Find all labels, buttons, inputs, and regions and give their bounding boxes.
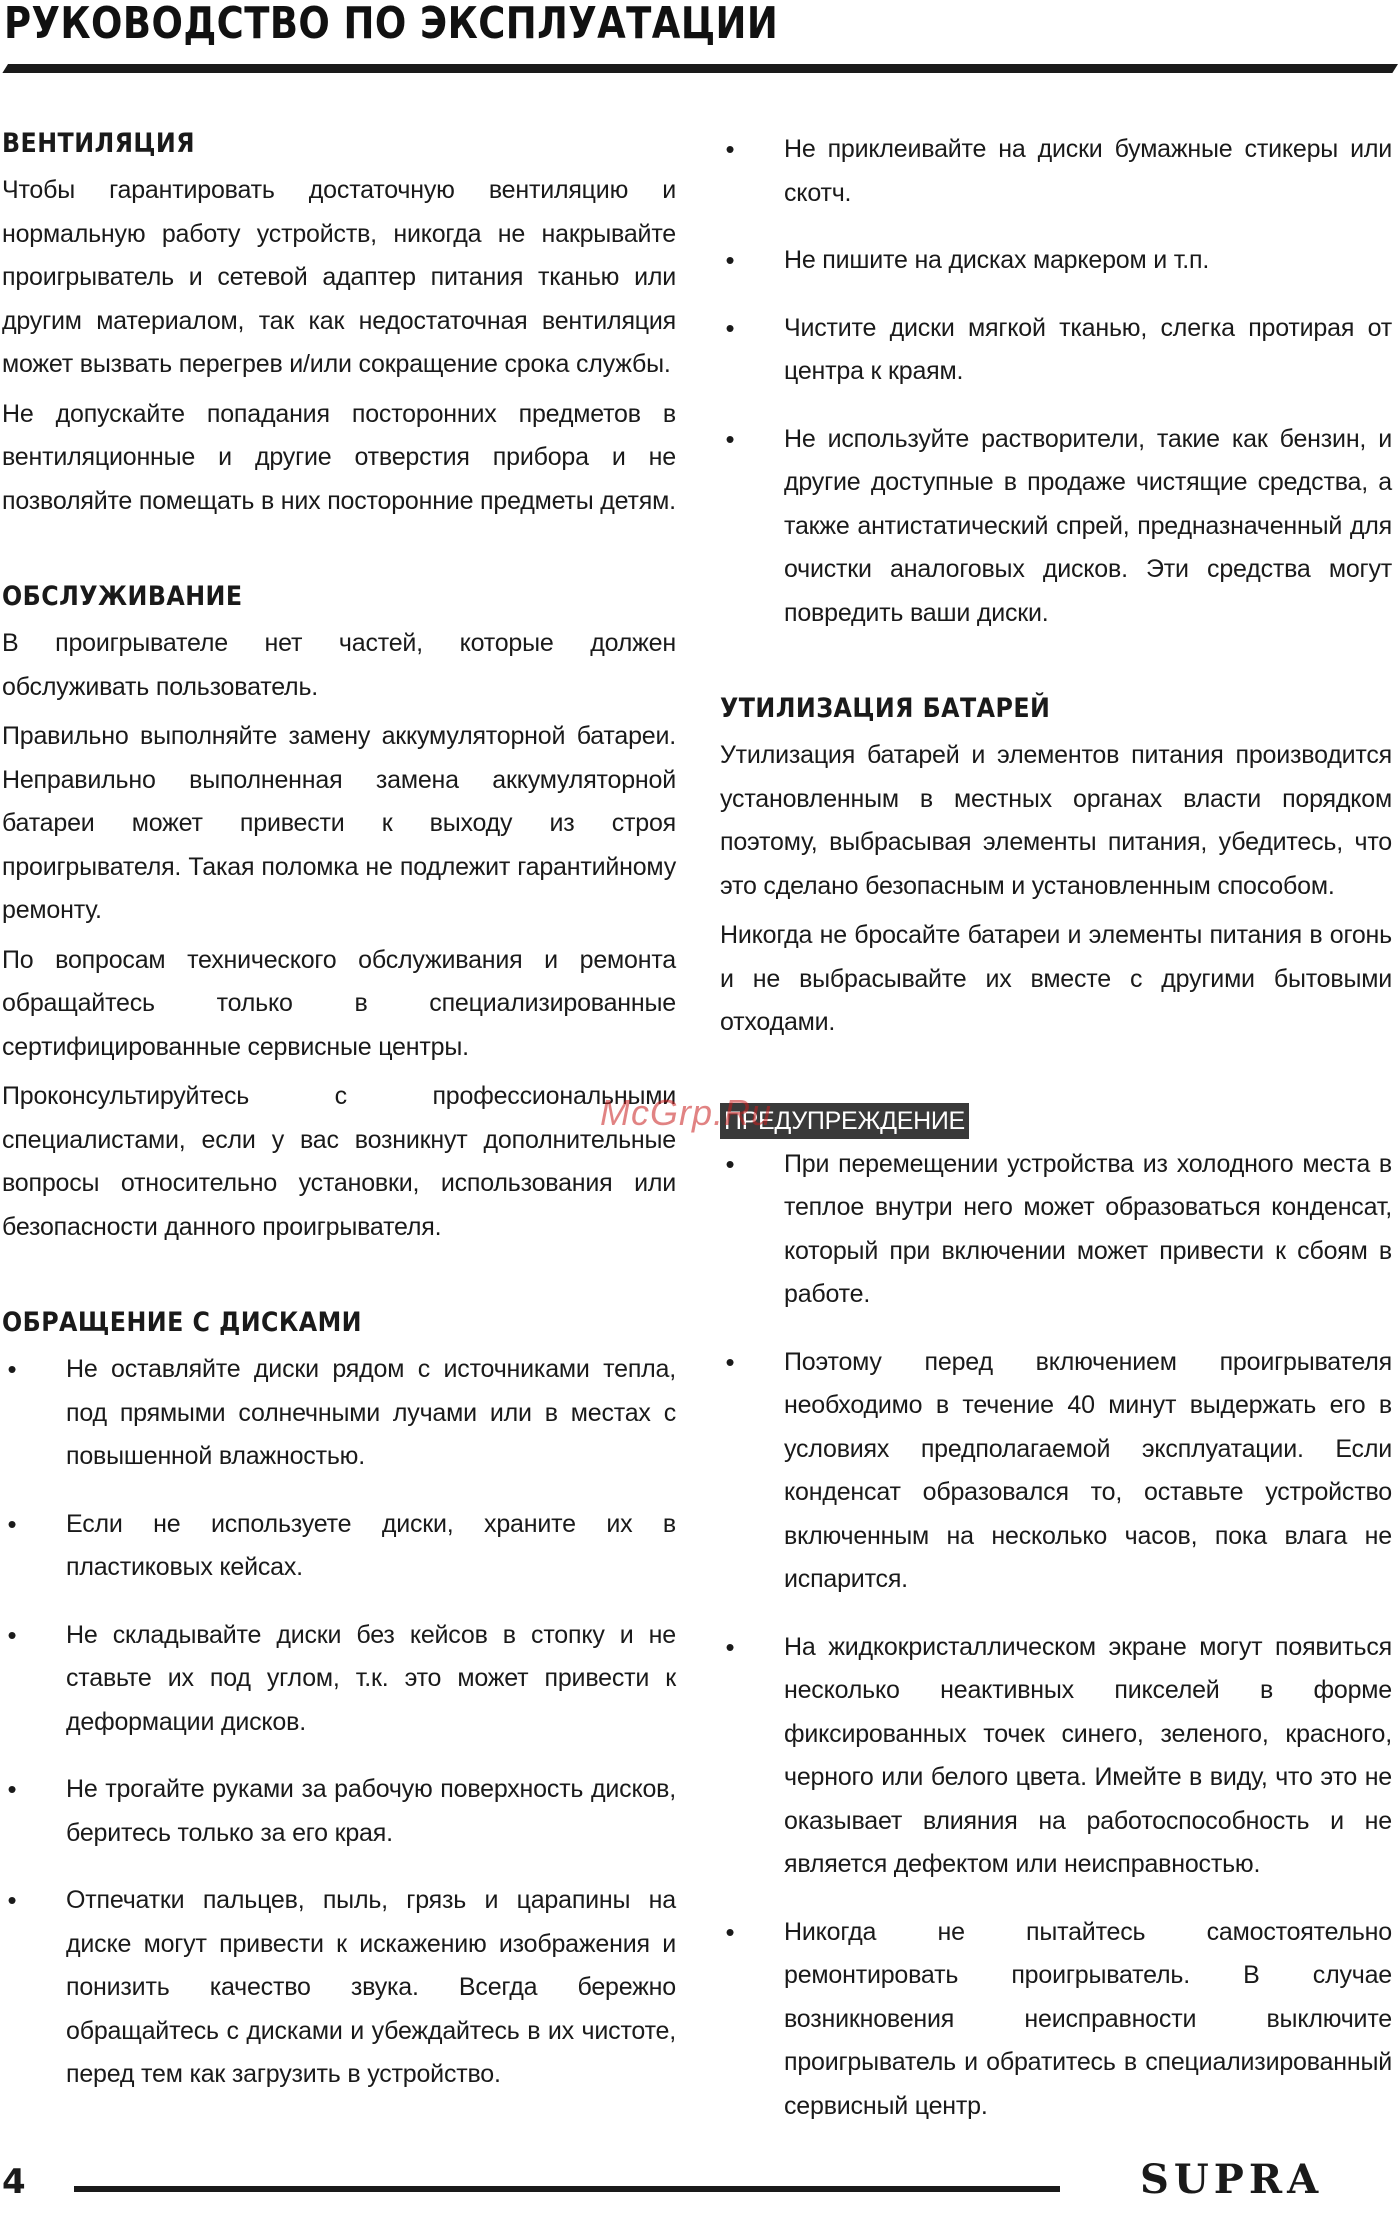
list-item-text: Чистите диски мягкой тканью, слегка протирая от центра к краям.: [784, 313, 1392, 385]
list-item: [2, 1614, 676, 1745]
bullet-icon: •: [725, 1631, 735, 1662]
list-item-text: Не оставляйте диски рядом с источниками тепла, под прямыми солнечными лучами или в местах с повышенной влажностью.: [66, 1355, 676, 1470]
battery-disposal-section: [720, 693, 1392, 1045]
discs-section: [2, 1307, 676, 2097]
list-item-text: Поэтому перед включением проигрывателя необходимо в течение 40 минут выдержать его в условиях предполагаемой эксплуатации. Если конденсат образовался то, оставьте устройство включенным на несколько часов, пока влага не испарится.: [784, 1347, 1392, 1593]
discs-continued-bullet-list: [720, 128, 1392, 635]
bullet-icon: •: [7, 1885, 17, 1915]
bullet-icon: •: [7, 1774, 17, 1804]
bullet-icon: •: [7, 1508, 17, 1539]
list-item-text: Не складывайте диски без кейсов в стопку и не ставьте их под углом, т.к. это может привести к деформации дисков.: [66, 1620, 676, 1736]
maintenance-section: [2, 581, 676, 1249]
list-item-text: Не пишите на дисках маркером и т.п.: [784, 246, 1210, 274]
list-item-text: Никогда не пытайтесь самостоятельно ремонтировать проигрыватель. В случае возникновения неисправности выключите проигрыватель и обратитесь в специализированный сервисный центр.: [784, 1917, 1392, 2120]
discs-heading: ОБРАЩЕНИЕ С ДИСКАМИ: [2, 1307, 363, 1338]
page-title: РУКОВОДСТВО ПО ЭКСПЛУАТАЦИИ: [4, 0, 779, 49]
battery-disposal-heading: УТИЛИЗАЦИЯ БАТАРЕЙ: [720, 693, 1051, 724]
footer-rule: [74, 2186, 1060, 2192]
list-item: [720, 307, 1392, 394]
bullet-icon: •: [725, 1148, 735, 1179]
ventilation-paragraph: Не допускайте попадания посторонних предметов в вентиляционные и другие отверстия прибора и не позволяйте помещать в них посторонние предметы детям.: [2, 399, 676, 515]
list-item: [720, 239, 1392, 283]
battery-disposal-paragraph: Никогда не бросайте батареи и элементы питания в огонь и не выбрасывайте их вместе с другими бытовыми отходами.: [720, 921, 1392, 1036]
list-item-text: При перемещении устройства из холодного места в теплое внутри него может образоваться конденсат, который при включении может привести к сбоям в работе.: [784, 1149, 1392, 1308]
list-item: [2, 1768, 676, 1855]
bullet-icon: •: [725, 1916, 735, 1947]
bullet-icon: •: [725, 134, 735, 164]
bullet-icon: •: [725, 312, 735, 343]
list-item: [2, 1348, 676, 1479]
list-item: [720, 1911, 1392, 2129]
watermark: McGrp.Ru: [600, 1092, 773, 1133]
list-item: [720, 1626, 1392, 1887]
list-item-text: Если не используете диски, храните их в пластиковых кейсах.: [66, 1509, 676, 1581]
bullet-icon: •: [725, 1346, 735, 1377]
maintenance-paragraph: В проигрывателе нет частей, которые должен обслуживать пользователь.: [2, 629, 676, 701]
bullet-icon: •: [7, 1619, 17, 1650]
discs-continued-section: [720, 128, 1392, 635]
page-number: 4: [2, 2162, 26, 2202]
bullet-icon: •: [725, 423, 735, 454]
list-item: [720, 1143, 1392, 1317]
list-item: [2, 1879, 676, 2097]
warning-badge: ПРЕДУПРЕЖДЕНИЕ: [720, 1103, 969, 1139]
ventilation-paragraph: Чтобы гарантировать достаточную вентиляцию и нормальную работу устройств, никогда не накрывайте проигрыватель и сетевой адаптер питания тканью или другим материалом, так как недостаточная вентиляция может вызвать перегрев и/или сокращение срока службы.: [2, 176, 676, 378]
list-item-text: На жидкокристаллическом экране могут появиться несколько неактивных пикселей в форме фиксированных точек синего, зеленого, красного, черного или белого цвета. Имейте в виду, что это не оказывает влияния на работоспособность и не является дефектом или неисправностью.: [784, 1632, 1392, 1878]
list-item-text: Не используйте растворители, такие как бензин, и другие доступные в продаже чистящие средства, а также антистатический спрей, предназначенный для очистки аналоговых дисков. Эти средства могут повредить ваши диски.: [784, 424, 1392, 627]
maintenance-paragraph: Проконсультируйтесь с профессиональными специалистами, если у вас возникнут дополнительные вопросы относительно установки, использования или безопасности данного проигрывателя.: [2, 1082, 676, 1241]
list-item-text: Отпечатки пальцев, пыль, грязь и царапины на диске могут привести к искажению изображения и понизить качество звука. Всегда бережно обращайтесь с дисками и убеждайтесь в их чистоте, перед тем как загрузить в устройство.: [66, 1886, 676, 2088]
ventilation-section: [2, 128, 676, 523]
list-item-text: Не приклеивайте на диски бумажные стикеры или скотч.: [784, 135, 1392, 207]
list-item: [720, 1341, 1392, 1602]
warning-section: [720, 1103, 1392, 2129]
bullet-icon: •: [725, 245, 735, 275]
ventilation-heading: ВЕНТИЛЯЦИЯ: [2, 128, 195, 159]
maintenance-heading: ОБСЛУЖИВАНИЕ: [2, 581, 243, 612]
bullet-icon: •: [7, 1354, 17, 1384]
maintenance-paragraph: По вопросам технического обслуживания и ремонта обращайтесь только в специализированные сертифицированные сервисные центры.: [2, 945, 676, 1061]
list-item-text: Не трогайте руками за рабочую поверхность дисков, беритесь только за его края.: [66, 1775, 676, 1847]
discs-bullet-list: [2, 1348, 676, 2097]
title-rule: [2, 64, 1398, 73]
list-item: [2, 1503, 676, 1590]
battery-disposal-paragraph: Утилизация батарей и элементов питания производится установленным в местных органах власти порядком поэтому, выбрасывая элементы питания, убедитесь, что это сделано безопасным и установленным способом.: [720, 741, 1392, 900]
maintenance-paragraph: Правильно выполняйте замену аккумуляторной батареи. Неправильно выполненная замена аккумуляторной батареи может привести к выходу из строя проигрывателя. Такая поломка не подлежит гарантийному ремонту.: [2, 722, 676, 924]
brand-logo: SUPRA: [1140, 2156, 1324, 2203]
list-item: [720, 418, 1392, 636]
warning-bullet-list: [720, 1143, 1392, 2129]
right-column: [720, 128, 1392, 2186]
left-column: [2, 128, 676, 2155]
list-item: [720, 128, 1392, 215]
